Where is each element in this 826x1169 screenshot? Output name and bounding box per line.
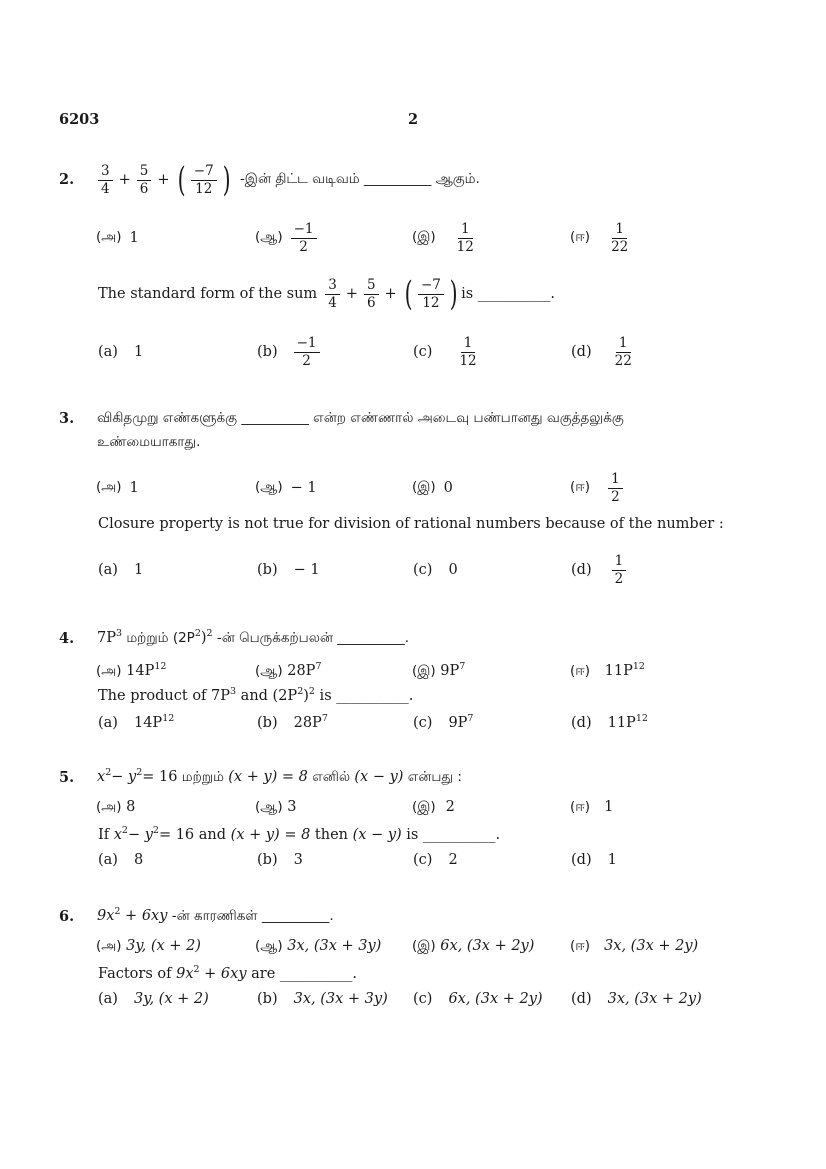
option-label: (d) <box>571 715 592 731</box>
question-text: -இன் திட்ட வடிவம் __________ ஆகும். <box>239 171 480 187</box>
option-label: (ஆ) <box>255 229 283 245</box>
question-text: $7P^3$ மற்றும் $(2P^2)^2$ -ன் பெருக்கற்பலன் __________. <box>97 628 410 646</box>
question-text: $x^2- y^2= 16$ மற்றும் (x + y) = 8 எனில் (x − y) என்பது : <box>97 767 462 785</box>
q2-english-stem <box>98 271 555 317</box>
option-label: (அ) <box>96 799 122 815</box>
option-c <box>412 468 453 508</box>
option-value: 2 <box>448 852 458 868</box>
option-c <box>412 938 534 956</box>
option-value: $\frac{-1}{2}$ <box>294 336 320 367</box>
option-label: (b) <box>257 852 278 868</box>
option-value: 1 <box>129 480 139 496</box>
option-value: 3x, (3x + 2y) <box>604 938 699 954</box>
option-value: $28P^7$ <box>287 661 322 679</box>
question-text: $9x^2 + 6xy$ -ன் காரணிகள் __________. <box>97 906 334 924</box>
option-label: (அ) <box>96 663 122 679</box>
option-b <box>257 713 328 731</box>
option-label: (c) <box>413 852 433 868</box>
option-value: 2 <box>445 799 455 815</box>
question-text: Factors of $9x^2 + 6xy$ are __________. <box>98 964 358 982</box>
option-value: 1 <box>133 562 144 578</box>
option-value: 3 <box>293 852 303 868</box>
option-label: (c) <box>413 344 433 360</box>
option-label: (இ) <box>412 663 436 679</box>
option-label: (அ) <box>96 479 122 495</box>
question-number: 3. <box>59 410 75 427</box>
option-label: (இ) <box>412 938 436 954</box>
question-text: The product of $7P^3$ and $(2P^2)^2$ is __________. <box>98 686 414 704</box>
question-text: is __________. <box>461 286 555 302</box>
option-b <box>255 799 296 817</box>
option-value: 3x, (3x + 3y) <box>287 938 382 954</box>
option-c <box>412 799 455 817</box>
plus-sign: + <box>345 286 358 302</box>
option-a <box>96 938 201 956</box>
option-label: (c) <box>413 715 433 731</box>
option-label: (ஈ) <box>570 229 591 245</box>
option-a <box>98 332 143 372</box>
option-value: $\frac{1}{2}$ <box>608 472 623 503</box>
option-c <box>413 713 473 731</box>
fraction: $\frac{3}{4}$ <box>98 164 113 195</box>
option-d <box>570 468 625 508</box>
option-a <box>96 661 166 681</box>
option-b <box>257 332 322 372</box>
option-value: 3y, (x + 2) <box>133 991 209 1007</box>
option-d <box>571 550 628 590</box>
option-d <box>571 852 617 868</box>
option-d <box>570 938 698 956</box>
question-text: உண்மையாகாது. <box>97 434 201 450</box>
question-number: 5. <box>59 769 75 786</box>
option-value: $\frac{1}{22}$ <box>614 335 632 369</box>
option-value: $\frac{1}{12}$ <box>456 221 474 255</box>
question-text: Closure property is not true for division of rational numbers because of the number : <box>98 516 724 532</box>
option-label: (a) <box>98 344 118 360</box>
option-d <box>570 661 645 681</box>
question-text: If $x^2- y^2= 16$ and (x + y) = 8 then (x − y) is __________. <box>98 825 501 843</box>
option-value: 6x, (3x + 2y) <box>440 938 535 954</box>
option-value: − 1 <box>293 562 320 578</box>
option-c <box>413 550 458 590</box>
plus-sign: + <box>157 172 170 188</box>
option-b <box>255 468 317 508</box>
option-label: (d) <box>571 562 592 578</box>
option-label: (அ) <box>96 229 122 245</box>
option-label: (b) <box>257 344 278 360</box>
option-value: 3x, (3x + 2y) <box>607 991 702 1007</box>
option-a <box>96 218 139 258</box>
option-label: (a) <box>98 852 118 868</box>
option-value: 0 <box>443 480 453 496</box>
option-value: $\frac{-1}{2}$ <box>291 222 317 253</box>
option-label: (d) <box>571 852 592 868</box>
exam-code: 6203 <box>59 111 100 128</box>
option-a <box>98 713 174 731</box>
option-value: 3y, (x + 2) <box>126 938 201 954</box>
option-d <box>570 218 633 258</box>
option-label: (a) <box>98 562 118 578</box>
option-label: (ஆ) <box>255 938 283 954</box>
question-text: The standard form of the sum <box>98 286 318 302</box>
option-label: (ஆ) <box>255 799 283 815</box>
plus-sign: + <box>384 286 397 302</box>
fraction: $\frac{5}{6}$ <box>137 164 152 195</box>
option-label: (ஆ) <box>255 479 283 495</box>
option-a <box>98 991 209 1007</box>
option-c <box>413 332 482 372</box>
option-value: $\frac{1}{22}$ <box>611 221 629 255</box>
option-c <box>412 661 465 681</box>
option-d <box>571 991 702 1007</box>
option-label: (ஈ) <box>570 799 591 815</box>
option-b <box>255 938 381 956</box>
option-a <box>98 550 143 590</box>
option-label: (c) <box>413 562 433 578</box>
parenthesized-fraction: ( $\frac{-7}{12}$ ) <box>404 274 458 314</box>
option-label: (இ) <box>412 799 436 815</box>
fraction: $\frac{3}{4}$ <box>325 278 340 309</box>
option-b <box>257 991 388 1007</box>
option-d <box>571 713 648 731</box>
option-label: (a) <box>98 991 118 1007</box>
option-c <box>413 991 543 1007</box>
option-label: (b) <box>257 562 278 578</box>
option-value: − 1 <box>290 480 317 496</box>
option-b <box>257 852 303 868</box>
option-a <box>96 799 135 817</box>
option-value: 1 <box>607 852 617 868</box>
option-a <box>98 852 143 868</box>
question-number: 2. <box>59 171 75 188</box>
option-label: (c) <box>413 991 433 1007</box>
question-number: 4. <box>59 630 75 647</box>
option-label: (ஈ) <box>570 479 591 495</box>
option-value: 3 <box>287 799 297 815</box>
option-label: (ஈ) <box>570 938 591 954</box>
option-value: $28P^7$ <box>293 713 328 731</box>
option-value: $14P^{12}$ <box>133 713 175 731</box>
option-d <box>570 799 613 817</box>
option-value: 8 <box>126 799 136 815</box>
q2-tamil-stem <box>96 156 480 204</box>
option-value: $9P^7$ <box>440 661 466 679</box>
option-value: 1 <box>129 230 139 246</box>
option-label: (ஆ) <box>255 663 283 679</box>
option-value: 8 <box>133 852 144 868</box>
option-value: 3x, (3x + 3y) <box>293 991 388 1007</box>
option-value: $\frac{1}{2}$ <box>612 554 627 585</box>
option-value: $14P^{12}$ <box>126 661 167 679</box>
option-label: (d) <box>571 991 592 1007</box>
option-label: (d) <box>571 344 592 360</box>
option-label: (b) <box>257 991 278 1007</box>
option-value: 1 <box>604 799 614 815</box>
option-b <box>257 550 320 590</box>
option-d <box>571 332 637 372</box>
option-c <box>413 852 458 868</box>
question-number: 6. <box>59 908 75 925</box>
option-b <box>255 218 319 258</box>
option-label: (இ) <box>412 479 436 495</box>
option-value: 0 <box>448 562 458 578</box>
question-text: விகிதமுறு எண்களுக்கு __________ என்ற எண்ணால் அடைவு பண்பானது வகுத்தலுக்கு <box>97 410 624 426</box>
option-value: 6x, (3x + 2y) <box>448 991 543 1007</box>
plus-sign: + <box>118 172 131 188</box>
page-number: 2 <box>408 111 419 128</box>
option-value: 1 <box>133 344 144 360</box>
option-a <box>96 468 139 508</box>
option-value: $11P^{12}$ <box>607 713 648 731</box>
option-label: (b) <box>257 715 278 731</box>
option-label: (இ) <box>412 229 436 245</box>
fraction: $\frac{5}{6}$ <box>364 278 379 309</box>
option-label: (ஈ) <box>570 663 591 679</box>
option-value: $\frac{1}{12}$ <box>459 335 477 369</box>
option-b <box>255 661 321 681</box>
option-value: $9P^7$ <box>448 713 474 731</box>
option-value: $11P^{12}$ <box>604 661 645 679</box>
parenthesized-fraction: ( $\frac{-7}{12}$ ) <box>177 160 231 200</box>
option-label: (அ) <box>96 938 122 954</box>
option-c <box>412 218 479 258</box>
option-label: (a) <box>98 715 118 731</box>
